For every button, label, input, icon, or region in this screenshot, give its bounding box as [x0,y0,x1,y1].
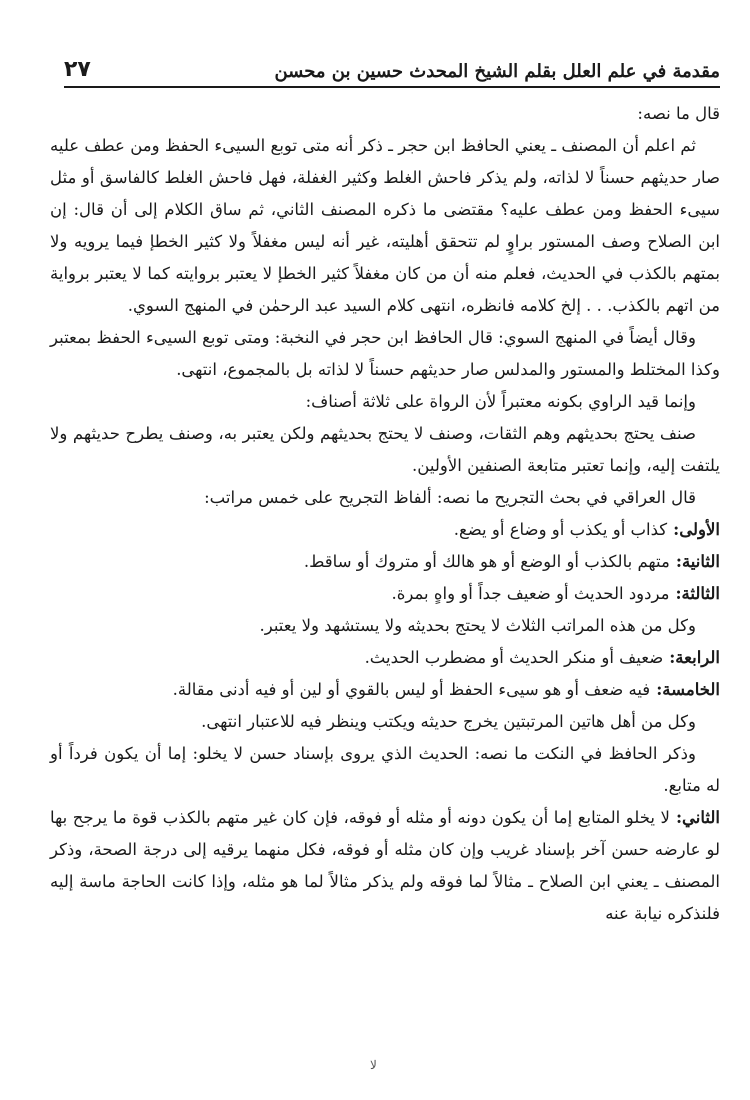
paragraph-kinds-detail: صنف يحتج بحديثهم وهم الثقات، وصنف لا يحتج بحديثهم ولكن يعتبر به، وصنف يطرح حديثهم ولا يلتفت إليه، وإنما تعتبر متابعة الصنفين الأولين. [50,424,720,475]
rank-item [50,642,720,674]
rank-item [50,674,720,706]
rank-label: الرابعة: [669,648,720,667]
paragraph-ibn-hajar-quote: ثم اعلم أن المصنف ـ يعني الحافظ ابن حجر ـ ذكر أنه متى توبع السيىء الحفظ ومن عطف عليه صار حديثهم حسناً لا لذاته، ولم يذكر فاحش الغلط وكثير الغفلة، فهل فاحش الغلط كالفاسق أو مثل سيىء الحفظ ومن عطف عليه؟ مقتضى ما ذكره المصنف الثاني، ثم ساق الكلام إلى أن قال: إن ابن الصلاح وصف المستور براوٍ لم تتحقق أهليته، غير أنه ليس مغفلاً ولا كثير الخطإ فيما يرويه ولا بمتهم بالكذب في الحديث، فعلم منه أن من كان مغفلاً كثير الخطإ لا يعتبر بروايته كما لا يعتبر برواية من اتهم بالكذب. . . إلخ كلامه فانظره، انتهى كلام السيد عبد الرحمٰن في المنهج السوي. [50,136,720,315]
rank-text: متهم بالكذب أو الوضع أو هو هالك أو متروك أو ساقط. [303,552,670,571]
note-first-three: وكل من هذه المراتب الثلاث لا يحتج بحديثه ولا يستشهد ولا يعتبر. [259,616,696,635]
page-body [50,98,720,930]
rank-text: مردود الحديث أو ضعيف جداً أو واهٍ بمرة. [391,584,670,603]
page-number: ٢٧ [64,57,91,82]
running-title: مقدمة في علم العلل بقلم الشيخ المحدث حسين بن محسن [274,61,720,82]
second-case-label: الثاني: [675,808,720,827]
note-last-two: وكل من أهل هاتين المرتبتين يخرج حديثه ويكتب وينظر فيه للاعتبار انتهى. [201,712,696,731]
second-case-text: لا يخلو المتابع إما أن يكون دونه أو مثله أو فوقه، فإن كان غير متهم بالكذب قوة ما يرجح بها لو عارضه حسن آخر بإسناد غريب وإن كان مثله أو فوقه، فكل منهما يرقيه إلى درجة الصحة، وذكر المصنف ـ يعني ابن الصلاح ـ مثالاً لما فوقه ولم يذكر مثالاً لما هو مثله، وإذا كانت الحاجة ماسة إليه فلنذكره نيابة عنه [50,808,720,923]
paragraph-intro: قال ما نصه: [637,104,720,123]
rank-text: كذاب أو يكذب أو وضاع أو يضع. [453,520,668,539]
rank-label: الثانية: [675,552,720,571]
rank-item [50,578,720,610]
paragraph-second-case [50,802,720,930]
paragraph-iraqi: قال العراقي في بحث التجريح ما نصه: ألفاظ التجريح على خمس مراتب: [204,488,696,507]
footer-mark: ﻻ [370,1058,377,1072]
rank-item [50,546,720,578]
rank-text: فيه ضعف أو هو سيىء الحفظ أو ليس بالقوي أو لين أو فيه أدنى مقالة. [172,680,651,699]
rank-label: الثالثة: [675,584,720,603]
paragraph-manhaj: وقال أيضاً في المنهج السوي: قال الحافظ ابن حجر في النخبة: ومتى توبع السيىء الحفظ بمعتبر وكذا المختلط والمستور والمدلس صار حديثهم حسناً لا لذاته بل بالمجموع، انتهى. [50,328,720,379]
page-header [64,52,720,88]
rank-label: الأولى: [673,520,720,539]
rank-item [50,514,720,546]
rank-text: ضعيف أو منكر الحديث أو مضطرب الحديث. [364,648,664,667]
paragraph-nukat: وذكر الحافظ في النكت ما نصه: الحديث الذي يروى بإسناد حسن لا يخلو: إما أن يكون فرداً أو له متابع. [50,744,720,795]
rank-label: الخامسة: [656,680,720,699]
paragraph-three-kinds: وإنما قيد الراوي بكونه معتبراً لأن الرواة على ثلاثة أصناف: [305,392,696,411]
